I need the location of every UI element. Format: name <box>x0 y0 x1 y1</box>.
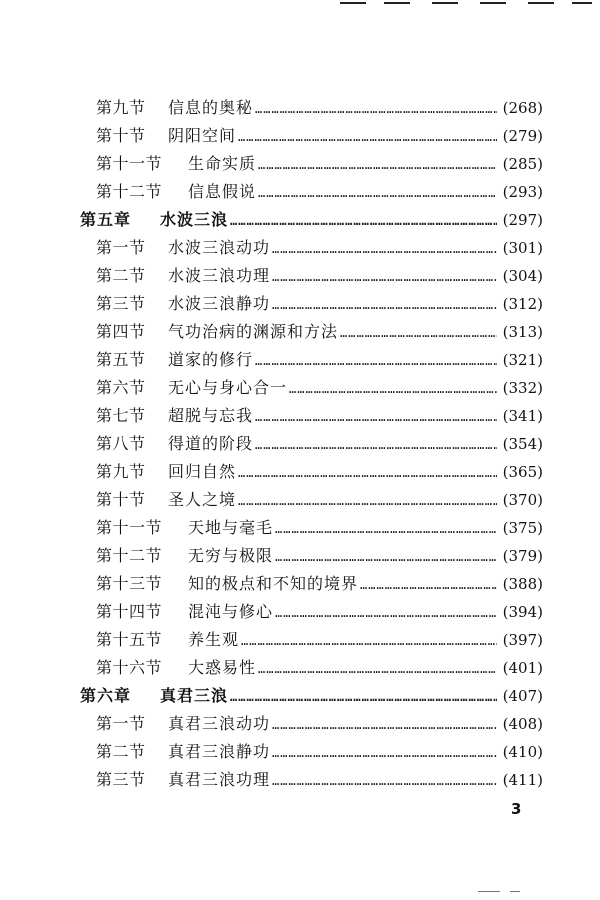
toc-entry-title: 混沌与修心 <box>188 602 274 621</box>
toc-entry-title: 水波三浪功理 <box>168 266 271 285</box>
toc-dot-leader <box>255 95 497 123</box>
toc-section-row[interactable] <box>80 430 543 458</box>
toc-dot-leader <box>340 319 497 347</box>
toc-section-row[interactable] <box>80 122 543 150</box>
top-rule-segment <box>340 2 366 4</box>
toc-page-number: (279) <box>502 127 543 145</box>
toc-dot-leader <box>238 487 497 515</box>
top-rule-segment <box>528 2 554 4</box>
toc-section-label: 第十节 <box>96 126 146 145</box>
toc-section-row[interactable] <box>80 318 543 346</box>
toc-section-label: 第五节 <box>96 350 146 369</box>
toc-dot-leader <box>255 347 497 375</box>
toc-section-row[interactable] <box>80 150 543 178</box>
toc-section-label: 第十二节 <box>96 546 163 565</box>
toc-section-label: 第九节 <box>96 462 146 481</box>
toc-entry-title: 信息假说 <box>188 182 257 201</box>
toc-entry-title: 天地与毫毛 <box>188 518 274 537</box>
bottom-scan-mark <box>478 891 500 892</box>
toc-entry-title: 圣人之境 <box>168 490 237 509</box>
toc-entry-title: 真君三浪 <box>160 686 229 705</box>
toc-entry-title: 得道的阶段 <box>168 434 254 453</box>
toc-entry-title: 阴阳空间 <box>168 126 237 145</box>
toc-dot-leader <box>255 403 497 431</box>
toc-chapter-row[interactable] <box>80 682 543 710</box>
page-number: 3 <box>511 800 522 818</box>
toc-entry-title: 水波三浪动功 <box>168 238 271 257</box>
toc-section-label: 第九节 <box>96 98 146 117</box>
toc-entry-title: 真君三浪动功 <box>168 714 271 733</box>
toc-section-row[interactable] <box>80 458 543 486</box>
toc-page-number: (370) <box>502 491 543 509</box>
toc-section-label: 第一节 <box>96 238 146 257</box>
toc-page-number: (375) <box>502 519 543 537</box>
toc-section-label: 第八节 <box>96 434 146 453</box>
toc-dot-leader <box>272 291 497 319</box>
toc-section-row[interactable] <box>80 402 543 430</box>
toc-dot-leader <box>275 543 497 571</box>
toc-entry-title: 养生观 <box>188 630 240 649</box>
toc-dot-leader <box>275 515 497 543</box>
toc-page-number: (341) <box>502 407 543 425</box>
toc-section-row[interactable] <box>80 542 543 570</box>
bottom-scan-mark <box>510 891 520 892</box>
toc-section-row[interactable] <box>80 290 543 318</box>
toc-page-number: (354) <box>502 435 543 453</box>
top-rule-segment <box>572 2 592 4</box>
toc-section-label: 第二节 <box>96 742 146 761</box>
toc-dot-leader <box>230 207 497 235</box>
toc-page-number: (407) <box>502 687 543 705</box>
toc-section-row[interactable] <box>80 766 543 794</box>
toc-page-number: (301) <box>502 239 543 257</box>
toc-page-number: (411) <box>502 771 543 789</box>
toc-dot-leader <box>289 375 497 403</box>
toc-dot-leader <box>272 263 497 291</box>
toc-page-number: (410) <box>502 743 543 761</box>
toc-chapter-label: 第六章 <box>80 686 132 705</box>
toc-dot-leader <box>258 655 497 683</box>
toc-dot-leader <box>238 123 497 151</box>
toc-dot-leader <box>272 711 497 739</box>
toc-section-row[interactable] <box>80 710 543 738</box>
toc-section-row[interactable] <box>80 262 543 290</box>
toc-section-row[interactable] <box>80 234 543 262</box>
toc-section-label: 第十一节 <box>96 518 163 537</box>
toc-section-row[interactable] <box>80 346 543 374</box>
toc-dot-leader <box>258 151 497 179</box>
toc-entry-title: 无穷与极限 <box>188 546 274 565</box>
toc-entry-title: 无心与身心合一 <box>168 378 288 397</box>
toc-entry-title: 生命实质 <box>188 154 257 173</box>
toc-dot-leader <box>258 179 497 207</box>
table-of-contents <box>80 94 543 794</box>
toc-section-label: 第七节 <box>96 406 146 425</box>
toc-section-label: 第三节 <box>96 294 146 313</box>
toc-section-label: 第十节 <box>96 490 146 509</box>
toc-section-label: 第六节 <box>96 378 146 397</box>
toc-page-number: (321) <box>502 351 543 369</box>
toc-page-number: (379) <box>502 547 543 565</box>
toc-section-label: 第十二节 <box>96 182 163 201</box>
toc-dot-leader <box>272 235 497 263</box>
toc-page-number: (313) <box>502 323 543 341</box>
toc-page-number: (285) <box>502 155 543 173</box>
toc-page-number: (268) <box>502 99 543 117</box>
toc-page-number: (388) <box>502 575 543 593</box>
toc-page-number: (332) <box>502 379 543 397</box>
toc-section-row[interactable] <box>80 654 543 682</box>
toc-section-row[interactable] <box>80 570 543 598</box>
toc-entry-title: 信息的奥秘 <box>168 98 254 117</box>
toc-chapter-row[interactable] <box>80 206 543 234</box>
top-rule-segment <box>480 2 506 4</box>
toc-section-label: 第一节 <box>96 714 146 733</box>
top-rule-segment <box>384 2 410 4</box>
toc-page-number: (312) <box>502 295 543 313</box>
toc-entry-title: 水波三浪静功 <box>168 294 271 313</box>
toc-section-label: 第十六节 <box>96 658 163 677</box>
toc-entry-title: 知的极点和不知的境界 <box>188 574 359 593</box>
toc-dot-leader <box>238 459 497 487</box>
toc-dot-leader <box>272 767 497 795</box>
toc-section-row[interactable] <box>80 94 543 122</box>
toc-page-number: (408) <box>502 715 543 733</box>
toc-section-label: 第十三节 <box>96 574 163 593</box>
toc-section-label: 第十一节 <box>96 154 163 173</box>
toc-section-label: 第十五节 <box>96 630 163 649</box>
toc-dot-leader <box>230 683 497 711</box>
toc-page-number: (365) <box>502 463 543 481</box>
toc-section-row[interactable] <box>80 598 543 626</box>
toc-entry-title: 水波三浪 <box>160 210 229 229</box>
toc-entry-title: 大惑易性 <box>188 658 257 677</box>
toc-section-label: 第十四节 <box>96 602 163 621</box>
toc-page-number: (297) <box>502 211 543 229</box>
toc-entry-title: 回归自然 <box>168 462 237 481</box>
toc-section-row[interactable] <box>80 374 543 402</box>
toc-dot-leader <box>275 599 497 627</box>
toc-page-number: (394) <box>502 603 543 621</box>
toc-section-row[interactable] <box>80 178 543 206</box>
toc-section-row[interactable] <box>80 626 543 654</box>
toc-entry-title: 真君三浪静功 <box>168 742 271 761</box>
toc-page-number: (304) <box>502 267 543 285</box>
toc-section-row[interactable] <box>80 738 543 766</box>
toc-entry-title: 真君三浪功理 <box>168 770 271 789</box>
toc-section-label: 第四节 <box>96 322 146 341</box>
toc-page-number: (397) <box>502 631 543 649</box>
toc-dot-leader <box>360 571 497 599</box>
toc-entry-title: 气功治病的渊源和方法 <box>168 322 339 341</box>
toc-chapter-label: 第五章 <box>80 210 132 229</box>
toc-dot-leader <box>272 739 497 767</box>
toc-page-number: (401) <box>502 659 543 677</box>
top-rule-segment <box>432 2 458 4</box>
toc-section-label: 第三节 <box>96 770 146 789</box>
toc-entry-title: 超脱与忘我 <box>168 406 254 425</box>
toc-section-row[interactable] <box>80 486 543 514</box>
toc-section-row[interactable] <box>80 514 543 542</box>
toc-page-number: (293) <box>502 183 543 201</box>
toc-dot-leader <box>241 627 497 655</box>
toc-section-label: 第二节 <box>96 266 146 285</box>
toc-dot-leader <box>255 431 497 459</box>
toc-entry-title: 道家的修行 <box>168 350 254 369</box>
